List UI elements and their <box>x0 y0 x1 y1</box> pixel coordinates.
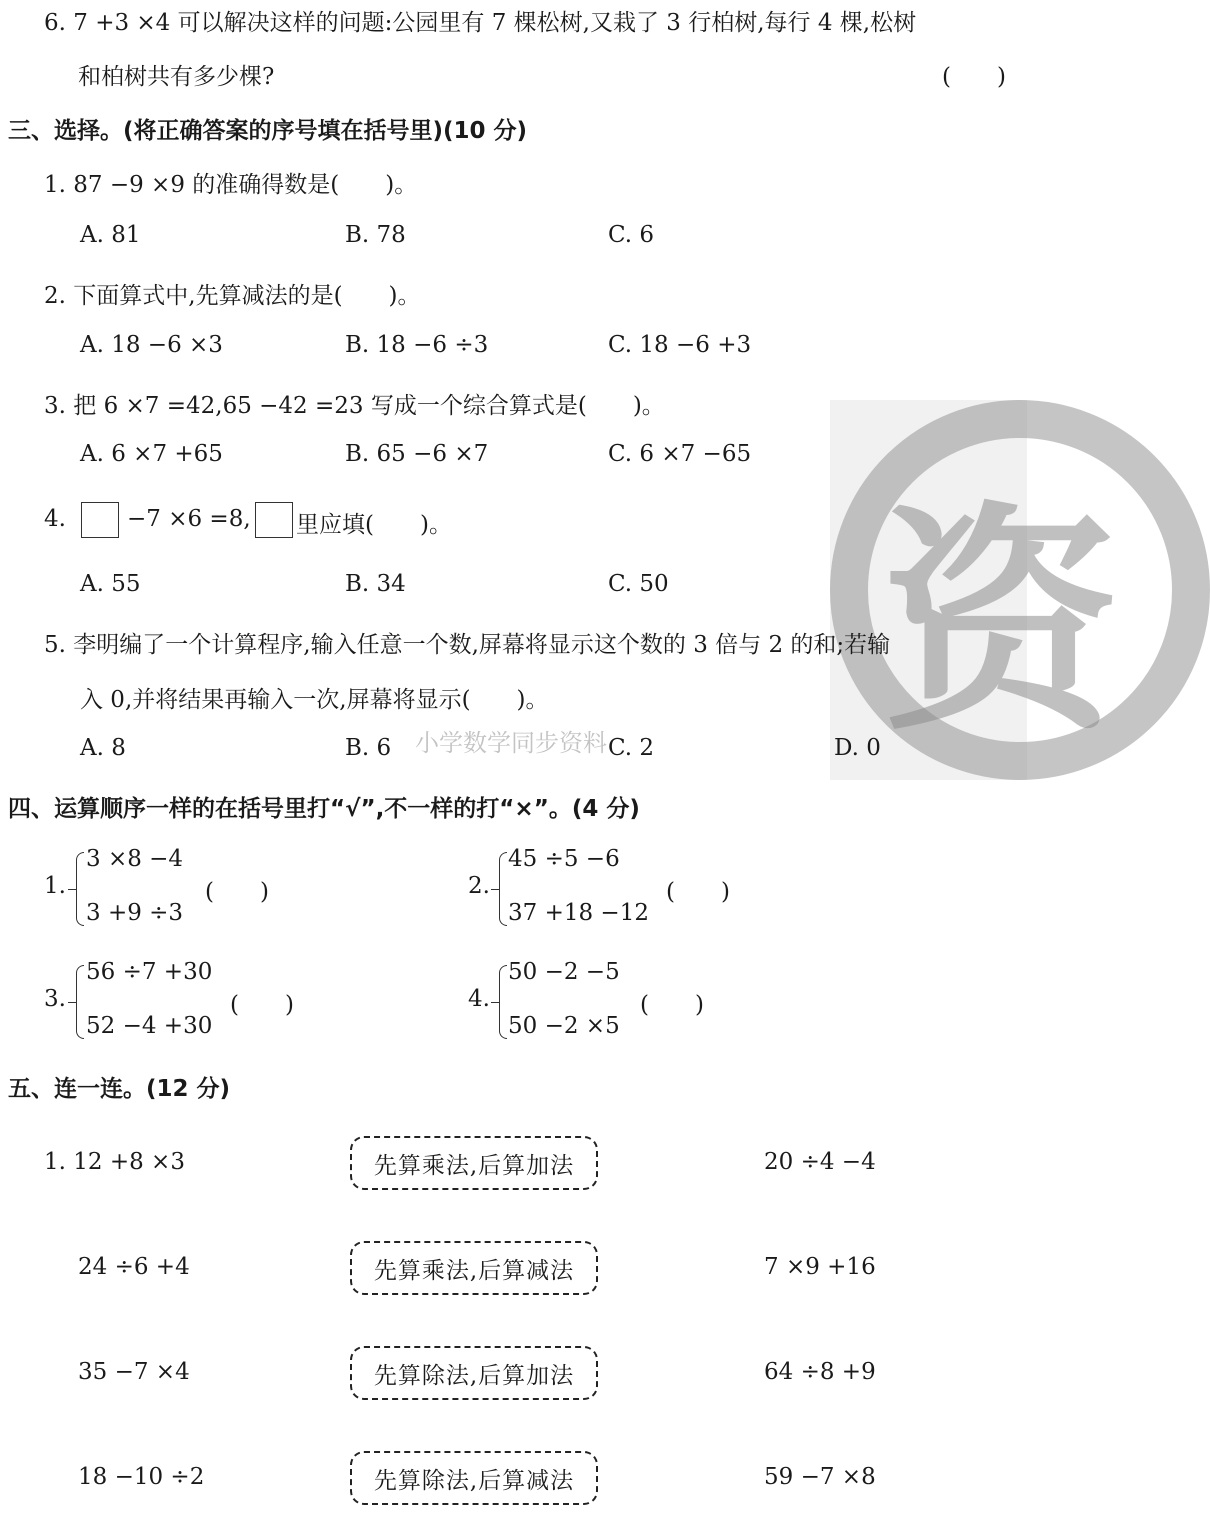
s5-left-expression-4[interactable]: 18 −10 ÷2 <box>78 1464 205 1490</box>
s5-left-expression-2[interactable]: 24 ÷6 +4 <box>78 1254 190 1280</box>
s4-item1-paren[interactable]: ( ) <box>205 879 269 905</box>
s3-q3-stem: 3. 把 6 ×7 =42,65 −42 =23 写成一个综合算式是( )。 <box>44 393 665 419</box>
s5-right-expression-3[interactable]: 64 ÷8 +9 <box>764 1359 876 1385</box>
s3-q3-option-a[interactable]: A. 6 ×7 +65 <box>80 441 223 467</box>
q6-line2: 和柏树共有多少棵? <box>78 64 275 90</box>
s4-item1-bottom: 3 +9 ÷3 <box>86 900 184 926</box>
s4-item3-paren[interactable]: ( ) <box>230 992 294 1018</box>
s5-left-expression-1[interactable]: 1. 12 +8 ×3 <box>44 1149 185 1175</box>
s5-right-expression-1[interactable]: 20 ÷4 −4 <box>764 1149 876 1175</box>
s3-q3-option-b[interactable]: B. 65 −6 ×7 <box>345 441 489 467</box>
s3-q1-option-a[interactable]: A. 81 <box>80 222 141 248</box>
s4-item4-number: 4. <box>468 986 490 1012</box>
s3-q1-stem: 1. 87 −9 ×9 的准确得数是( )。 <box>44 172 418 198</box>
q6-answer-paren[interactable]: ( ) <box>942 64 1006 90</box>
s3-q2-option-c[interactable]: C. 18 −6 +3 <box>608 332 752 358</box>
section5-heading: 五、连一连。(12 分) <box>8 1076 231 1102</box>
s3-q2-stem: 2. 下面算式中,先算减法的是( )。 <box>44 283 421 309</box>
s5-rule-box-4[interactable]: 先算除法,后算减法 <box>350 1451 598 1505</box>
section4-heading: 四、运算顺序一样的在括号里打“√”,不一样的打“×”。(4 分) <box>8 796 640 822</box>
s4-item1-top: 3 ×8 −4 <box>86 846 184 872</box>
s4-item1-number: 1. <box>44 873 66 899</box>
watermark-text: 小学数学同步资料 <box>415 729 607 757</box>
s4-item2-top: 45 ÷5 −6 <box>508 846 620 872</box>
s3-q4-number: 4. <box>44 506 66 532</box>
s5-rule-box-2[interactable]: 先算乘法,后算减法 <box>350 1241 598 1295</box>
s3-q4-option-b[interactable]: B. 34 <box>345 571 406 597</box>
s4-item4-paren[interactable]: ( ) <box>640 992 704 1018</box>
s4-item2-brace <box>499 852 507 926</box>
s3-q5-line1: 5. 李明编了一个计算程序,输入任意一个数,屏幕将显示这个数的 3 倍与 2 的和;若输 <box>44 632 891 658</box>
s4-item3-brace <box>76 965 84 1039</box>
s3-q5-option-b[interactable]: B. 6 <box>345 735 392 761</box>
s3-q4-option-c[interactable]: C. 50 <box>608 571 669 597</box>
s4-item2-bottom: 37 +18 −12 <box>508 900 649 926</box>
s3-q5-option-c[interactable]: C. 2 <box>608 735 655 761</box>
s4-item4-brace <box>499 965 507 1039</box>
q6-line1: 6. 7 +3 ×4 可以解决这样的问题:公园里有 7 棵松树,又栽了 3 行柏树,每行 4 棵,松树 <box>44 10 917 36</box>
watermark-glyph: 资 <box>880 483 1121 763</box>
s4-item4-top: 50 −2 −5 <box>508 959 620 985</box>
s4-item3-bottom: 52 −4 +30 <box>86 1013 213 1039</box>
s3-q1-option-b[interactable]: B. 78 <box>345 222 406 248</box>
s3-q4-stem-end: 里应填( )。 <box>296 512 452 538</box>
s3-q2-option-b[interactable]: B. 18 −6 ÷3 <box>345 332 489 358</box>
s5-rule-box-3[interactable]: 先算除法,后算加法 <box>350 1346 598 1400</box>
s3-q5-option-d[interactable]: D. 0 <box>834 735 881 761</box>
s3-q4-stem-middle: −7 ×6 =8, <box>127 506 251 532</box>
s4-item3-top: 56 ÷7 +30 <box>86 959 213 985</box>
blank-box-2[interactable] <box>255 502 293 538</box>
s5-right-expression-4[interactable]: 59 −7 ×8 <box>764 1464 876 1490</box>
s4-item2-number: 2. <box>468 873 490 899</box>
s5-left-expression-3[interactable]: 35 −7 ×4 <box>78 1359 190 1385</box>
s3-q3-option-c[interactable]: C. 6 ×7 −65 <box>608 441 752 467</box>
s3-q5-option-a[interactable]: A. 8 <box>80 735 126 761</box>
s4-item3-number: 3. <box>44 986 66 1012</box>
blank-box-1[interactable] <box>81 502 119 538</box>
s4-item2-paren[interactable]: ( ) <box>666 879 730 905</box>
s3-q1-option-c[interactable]: C. 6 <box>608 222 655 248</box>
s3-q4-option-a[interactable]: A. 55 <box>80 571 141 597</box>
s5-right-expression-2[interactable]: 7 ×9 +16 <box>764 1254 876 1280</box>
s3-q2-option-a[interactable]: A. 18 −6 ×3 <box>80 332 223 358</box>
s4-item4-bottom: 50 −2 ×5 <box>508 1013 620 1039</box>
section3-heading: 三、选择。(将正确答案的序号填在括号里)(10 分) <box>8 118 528 144</box>
s3-q5-line2: 入 0,并将结果再输入一次,屏幕将显示( )。 <box>80 687 549 713</box>
s5-rule-box-1[interactable]: 先算乘法,后算加法 <box>350 1136 598 1190</box>
s4-item1-brace <box>76 852 84 926</box>
